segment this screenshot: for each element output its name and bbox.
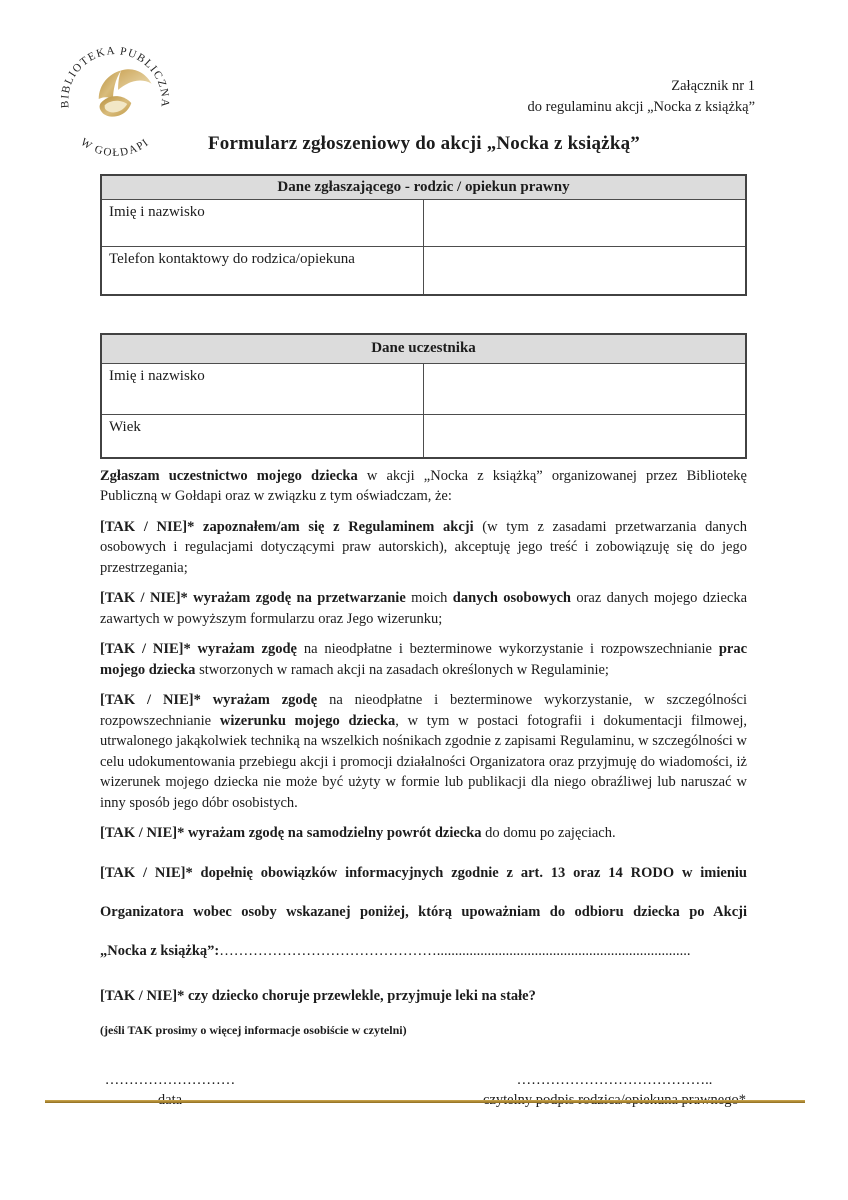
declaration-paragraph [100,466,747,507]
bold-text-run: [TAK / NIE]* wyrażam zgodę [100,641,297,657]
bold-text-run: prac mojego dziecka [100,641,747,678]
text-run: moich [405,590,453,606]
participant-age-field [424,414,747,458]
declaration-paragraph [100,902,747,923]
text-run: na nieodpłatne i bezterminowe wykorzystanie, w szczególności rozpowszechnianie [100,692,747,729]
text-run: na nieodpłatne i bezterminowe wykorzystanie i rozpowszechnianie [297,641,719,657]
table-row [101,199,746,246]
bold-text-run: [TAK / NIE]* wyrażam zgodę na przetwarzanie [100,590,406,606]
declaration-paragraph [100,863,747,884]
signature-line: ………………………………….. [516,1071,713,1088]
signature-section [100,1070,747,1110]
bold-text-run: wizerunku mojego dziecka [219,712,396,729]
logo-book-leaf-icon [99,69,152,116]
bold-text-run: [TAK / NIE]* dopełnię obowiązków informacyjnych zgodnie z art. 13 oraz 14 RODO w imieniu [100,864,747,881]
date-line: ……………………… [104,1071,236,1088]
table-row [101,363,746,414]
declaration-paragraph [100,588,747,629]
form-title: Formularz zgłoszeniowy do akcji „Nocka z książką” [208,133,640,154]
text-run: do domu po zajęciach. [481,825,616,841]
footer-gold-rule [45,1100,805,1103]
declarations [100,466,747,1038]
form-content [100,174,747,1110]
text-run: w akcji „Nocka z książką” organizowanej przez Bibliotekę Publiczną w Gołdapi oraz w związku z tym oświadczam, że: [100,467,747,504]
text-run: ………………………………………...................................................................... [219,942,691,959]
declaration-paragraph [100,1022,747,1038]
declaration-paragraph [100,986,747,1007]
applicant-table-header-row [101,175,746,199]
table-row [101,246,746,295]
bold-text-run: danych osobowych [452,590,571,606]
bold-text-run: [TAK / NIE]* czy dziecko choruje przewlekle, przyjmuje leki na stałe? [100,988,536,1004]
table-row [101,414,746,458]
participant-table [100,333,747,459]
declaration-paragraph [100,823,747,844]
text-run: oraz danych mojego dziecka zawartych w powyższym formularzu oraz Jego wizerunku; [100,590,748,627]
bold-text-run: (jeśli TAK prosimy o więcej informacje osobiście w czytelni) [100,1022,407,1037]
applicant-name-label: Imię i nazwisko [101,199,424,246]
participant-table-header: Dane uczestnika [101,334,746,364]
applicant-phone-label: Telefon kontaktowy do rodzica/opiekuna [101,246,424,295]
parent-signature-block [482,1070,747,1110]
bold-text-run: „Nocka z książką”: [100,942,220,959]
declaration-paragraph [100,690,747,813]
declaration-paragraph [100,639,747,680]
attachment-line1: Załącznik nr 1 [671,78,755,94]
text-run: , w tym w postaci fotografii i dokumentacji filmowej, utrwalonego jakąkolwiek techniką na wszelkich nośnikach zgodnie z zapisami Regulaminu, w szczególności w celu udokumentowania przebiegu akcji i promocji działalności Organizatora oraz przyjmuję do wiadomości, iż wizerunek mojego dziecka nie może być użyty w formie lub publikacji dla niego obraźliwej lub naruszać w inny sposób jego dóbr osobistych. [100,712,747,811]
attachment-note [528,76,755,118]
logo-arc-bottom-text: W GOŁDAPI [78,136,152,160]
date-signature-block [100,1070,240,1110]
applicant-table [100,174,747,296]
text-run: stworzonych w ramach akcji na zasadach określonych w Regulaminie; [195,661,609,678]
participant-age-label: Wiek [101,414,424,458]
participant-table-header-row [101,334,746,364]
logo-arc-top-text: BIBLIOTEKA PUBLICZNA [59,44,171,109]
bold-text-run: [TAK / NIE]* wyrażam zgodę na samodzielny powrót dziecka [100,825,482,841]
declaration-paragraph [100,941,747,962]
applicant-phone-field [424,246,747,295]
applicant-table-header: Dane zgłaszającego - rodzic / opiekun prawny [101,175,746,199]
bold-text-run: Organizatora wobec osoby wskazanej poniżej, którą upoważniam do odbioru dziecka po Akcji [100,904,747,920]
attachment-line2: do regulaminu akcji „Nocka z książką” [527,99,755,115]
applicant-name-field [424,199,747,246]
bold-text-run: [TAK / NIE]* zapoznałem/am się z Regulaminem akcji [100,518,474,535]
participant-name-field [424,363,747,414]
bold-text-run: [TAK / NIE]* wyrażam zgodę [100,692,318,708]
participant-name-label: Imię i nazwisko [101,363,424,414]
text-run: (w tym z zasadami przetwarzania danych osobowych i regulacjami dotyczącymi praw autorskich), akceptuję jego treść i zobowiązuję się do jego przestrzegania; [100,518,747,576]
bold-text-run: Zgłaszam uczestnictwo mojego dziecka [100,467,358,484]
declaration-paragraph [100,517,747,579]
